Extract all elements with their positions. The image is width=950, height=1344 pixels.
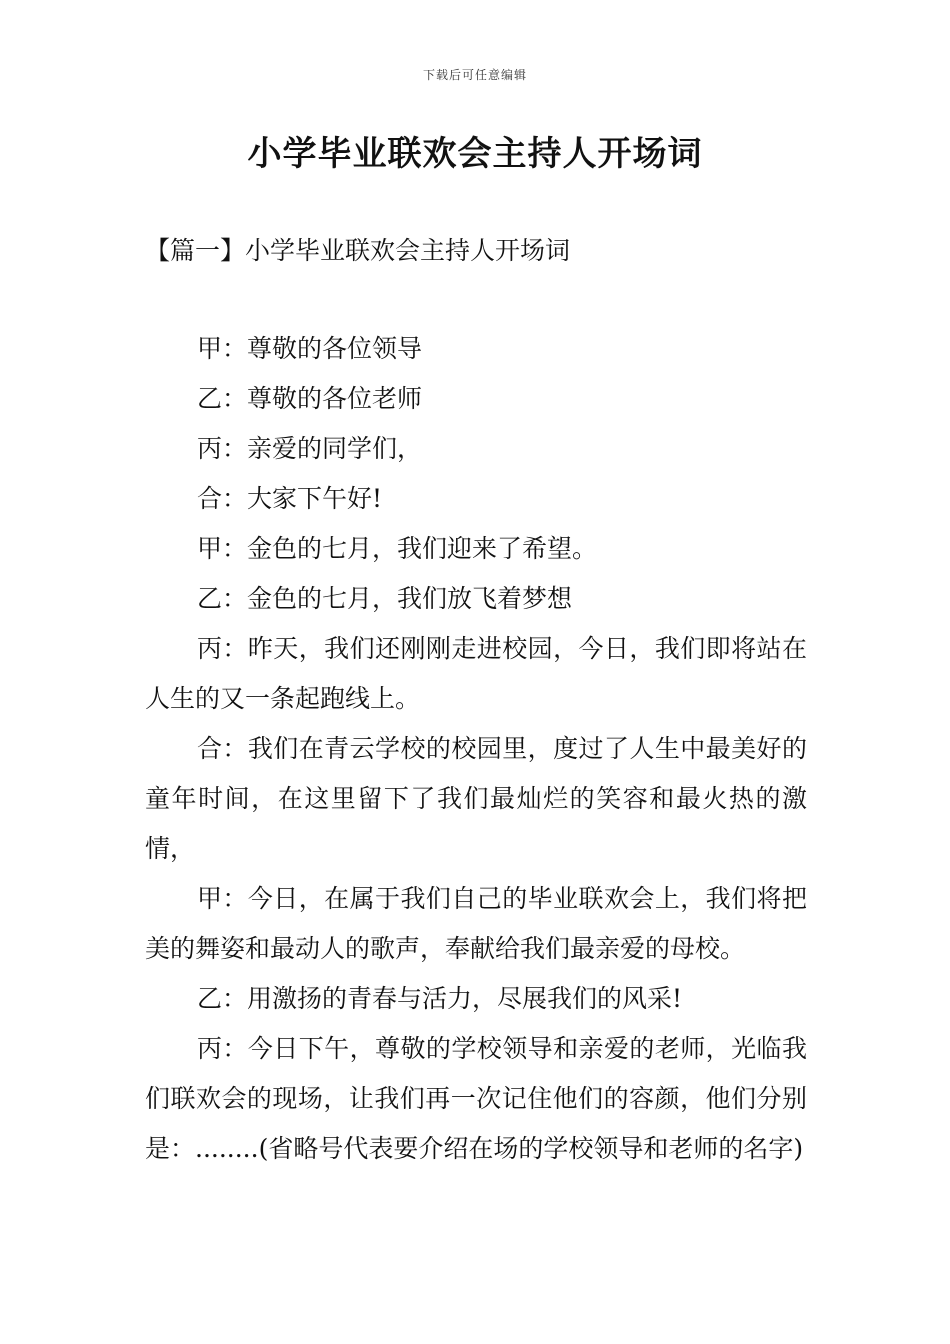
paragraph: 合：我们在青云学校的校园里，度过了人生中最美好的童年时间，在这里留下了我们最灿烂的笑容和最火热的激情， <box>145 734 807 863</box>
section-heading: 【篇一】小学毕业联欢会主持人开场词 <box>145 236 571 265</box>
paragraph: 甲：金色的七月，我们迎来了希望。 <box>197 534 598 563</box>
paragraph: 丙：昨天，我们还刚刚走进校园，今日，我们即将站在人生的又一条起跑线上。 <box>145 634 807 713</box>
paragraph: 合：大家下午好! <box>197 484 383 513</box>
paragraph: 乙：用激扬的青春与活力，尽展我们的风采! <box>197 984 683 1013</box>
paragraph: 甲：尊敬的各位领导 <box>197 334 423 363</box>
document-title: 小学毕业联欢会主持人开场词 <box>247 134 703 174</box>
header-note: 下载后可任意编辑 <box>422 68 527 82</box>
document-body <box>145 324 807 1174</box>
paragraph: 乙：金色的七月，我们放飞着梦想 <box>197 584 573 613</box>
paragraph: 甲：今日，在属于我们自己的毕业联欢会上，我们将把美的舞姿和最动人的歌声，奉献给我们最亲爱的母校。 <box>145 884 807 963</box>
paragraph: 丙：亲爱的同学们， <box>197 434 423 463</box>
paragraph: 乙：尊敬的各位老师 <box>197 384 423 413</box>
paragraph: 丙：今日下午，尊敬的学校领导和亲爱的老师，光临我们联欢会的现场，让我们再一次记住他们的容颜，他们分别是：........(省略号代表要介绍在场的学校领导和老师的名字) <box>145 1034 807 1163</box>
